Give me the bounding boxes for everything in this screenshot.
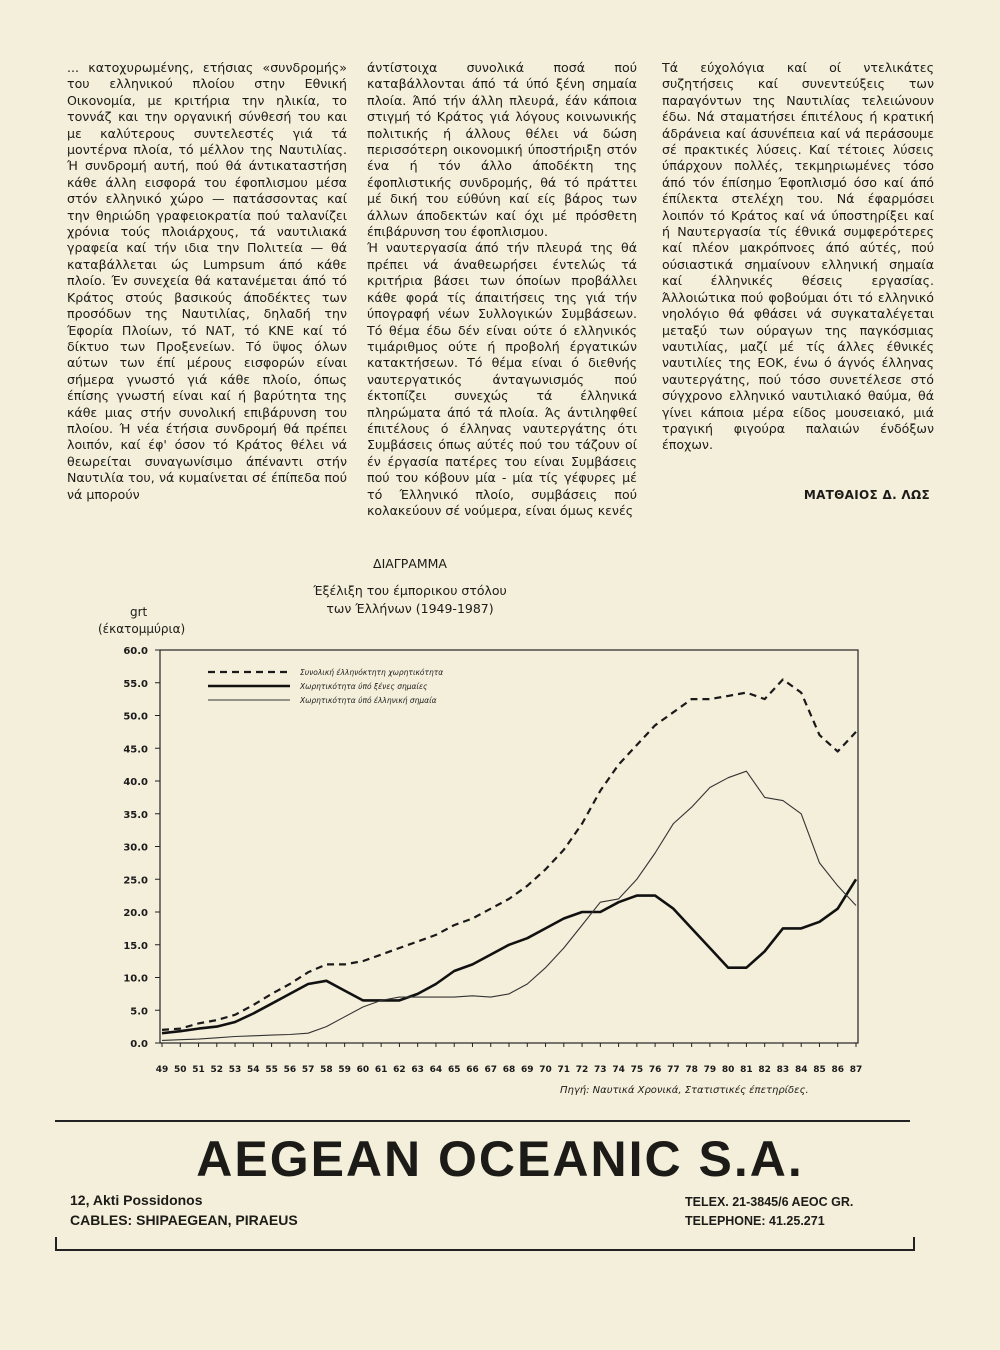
x-tick-label: 73	[594, 1065, 607, 1075]
series-line-2	[162, 879, 856, 1033]
x-tick-label: 80	[721, 1065, 735, 1075]
company-address-block	[70, 1190, 298, 1230]
company-address: 12, Akti Possidonos	[70, 1192, 203, 1208]
x-tick-label: 74	[612, 1065, 625, 1075]
article-paragraph: Ή ναυτεργασία άπό τήν πλευρά της θά πρέπει νά άναθεωρήσει έντελώς τά κριτήρια βάσει των όποίων προβάλλει κάθε φορά τίς άπαιτήσεις της γιά τήν ύπογραφή νέων Συλλογικών Συμβάσεων. Τό θέμα έδω δέν είναι ούτε ό ελληνικός τιμάριθμος ούτε ή προβολή έργατικών κατακτήσεων. Τό θέμα είναι ό διεθνής ναυτεργατικός άνταγωνισμός πού έκτοπίζει συνεχώς τά έλληνικά πληρώματα άπό τά πλοία. Άς άντιληφθεί έπιτέλους ό έλληνας ναυτεργάτης ότι Συμβάσεις όπως αύτές πού του τάζουν οί έν έργασία πατέρες του είναι Συμβάσεις πού του κόβουν μία - μία τίς γέφυρες μέ τό Έλληνικό πλοίο, συμβάσεις πού κολακεύουν σέ νούμερα, είναι όμως κενές	[367, 240, 637, 518]
x-tick-label: 54	[247, 1065, 260, 1075]
x-tick-label: 86	[831, 1065, 845, 1075]
company-telephone: TELEPHONE: 41.25.271	[685, 1214, 825, 1228]
legend-label-3: Χωρητικότητα ύπό έλληνική σημαία	[300, 696, 437, 705]
y-tick-label: 35.0	[123, 809, 148, 821]
x-tick-label: 76	[648, 1065, 662, 1075]
y-tick-label: 30.0	[123, 842, 148, 854]
x-tick-label: 50	[173, 1065, 187, 1075]
x-tick-label: 64	[429, 1065, 443, 1075]
x-tick-label: 69	[520, 1065, 534, 1075]
y-tick-label: 15.0	[123, 940, 148, 952]
y-tick-label: 40.0	[123, 777, 148, 788]
x-tick-label: 71	[557, 1065, 571, 1075]
x-tick-label: 60	[356, 1065, 370, 1075]
x-tick-label: 61	[374, 1065, 388, 1075]
x-tick-label: 70	[539, 1065, 552, 1075]
x-tick-label: 62	[393, 1065, 406, 1075]
x-tick-label: 63	[411, 1065, 424, 1075]
x-tick-label: 65	[447, 1065, 461, 1075]
series-line-3	[162, 771, 856, 1040]
x-tick-label: 84	[794, 1065, 808, 1075]
y-tick-label: 60.0	[123, 646, 148, 657]
y-tick-label: 10.0	[123, 973, 148, 985]
y-tick-label: 45.0	[123, 744, 148, 756]
x-tick-label: 66	[466, 1065, 479, 1075]
legend-label-1: Συνολική έλληνόκτητη χωρητικότητα	[300, 668, 444, 677]
legend-label-2: Χωρητικότητα ύπό ξένες σημαίες	[300, 682, 428, 691]
article-paragraph: ... κατοχυρωμένης, ετήσιας «συνδρομής» του ελληνικού πλοίου στην Εθνική Οικονομία, με κριτήρια την ηλικία, το τοννάζ και την οργανική σύνθεσή του και με καλύτερους συντελεστές γιά τά μοντέρνα πλοία, τό μέλλον της Ναυτιλίας. Ή συνδρομή αυτή, πού θά άντικαταστήση κάθε άλλη εισφορά του έφοπλισμου μέσα στόν ελληνικό χώρο — πατάσσοντας καί την θηριώδη γραφειοκρατία πού ταλανίζει χρόνια τούς πλοιάρχους, τά ναυτιλιακά γραφεία καί τήν ιδια την Πολιτεία — θά καταβάλλεται ώς Lumpsum άπό κάθε πλοίο. Έν συνεχεία θά κατανέμεται άπό τό Κράτος στούς βασικούς άποδέκτες των προσόδων της Ναυτιλίας, δηλαδή την Έφορία Πλοίων, τό ΝΑΤ, τό ΚΝΕ καί τό δίκτυο των Προξενείων. Τό ϋψος όλων αύτων των έπί μέρους εισφορών είναι σήμερα γνωστό γιά κάθε πλοίο, όπως έπίσης γνωστή είναι καί ή βαρύτητα της κάθε μιας στήν συνολική επιβάρυνση του πλοίου. Ή νέα έτήσια συνδρομή θά πρέπει λοιπόν, καί έφ' όσον τό Κράτος θέλει νά θεωρείται συναγωνίσιμο άπέναντι στήν Ναυτιλία του, νά κυμαίνεται σέ έπίπεδα πού νά μπορούν	[67, 60, 347, 502]
x-tick-label: 56	[283, 1065, 297, 1075]
ad-frame	[55, 1237, 915, 1251]
x-tick-label: 87	[849, 1065, 863, 1075]
x-tick-label: 67	[484, 1065, 498, 1075]
article-paragraph: άντίστοιχα συνολικά ποσά πού καταβάλλονται άπό τά ύπό ξένη σημαία πλοία. Άπό τήν άλλη πλευρά, έάν κάποια στιγμή τό Κράτος γιά λόγους κοινωνικής πολιτικής ή άλλους θέλει νά δώση περισσότερη οικονομική ύποστήριξη στόν ένα ή τόν άλλο άποδέκτη της έφοπλιστικής συνδρομής, θά τό πράττει μέ δική του εύθύνη καί είς βάρος των άλλων άποδεκτών καί όχι μέ πρόσθετη έπιβάρυνση του έφοπλισμου.	[367, 60, 637, 240]
y-tick-label: 50.0	[123, 711, 148, 723]
x-tick-label: 77	[667, 1065, 680, 1075]
y-tick-label: 55.0	[123, 678, 148, 690]
company-name: AEGEAN OCEANIC S.A.	[196, 1131, 804, 1187]
article-paragraph: Τά εύχολόγια καί οί ντελικάτες συζητήσεις καί συνεντεύξεις των παραγόντων της Ναυτιλίας τελειώνουν έδω. Νά σταματήσει έπιτέλους ή κρατική άδράνεια καί άσυνέπεια καί νά περάσουμε σέ πρακτικές λύσεις. Καί τέτοιες λύσεις ύπάρχουν πολλές, τεκμηριωμένες τόσο άπό τόν έπίσημο Έφοπλισμό όσο καί άπό έπίλεκτα στελέχη του. Νά έφαρμόσει λοιπόν τό Κράτος καί νά ύποστηρίξει καί ή Ναυτεργασία τίς έθνικά συμφερότερες καί πλέον μακρόπνοες άπό αύτές, πού ούσιαστικά σημαίνουν ελληνική σημαία καί έλληνικές θέσεις εργασίας. Άλλοιώτικα πού φοβούμαι ότι τό ελληνικό νηολόγιο θά φθάσει νά συγκαταλέγεται μεταξύ των ούραγων της παγκόσμιας ναυτιλίας, μαζί μέ τίς άλλες έθνικές ναυτιλίες της ΕΟΚ, ένω ό άγνός έλληνας ναυτεργάτης, πού τόσο συνετέλεσε στό σύγχρονο ελληνικό ναυτιλιακό θαύμα, θά γίνει κάποια μέρα είδος μουσειακό, μιά τραγική φιγούρα παλαιών ένδόξων έποχων.	[662, 60, 934, 453]
ad-top-rule	[55, 1120, 910, 1122]
y-axis-unit: grt	[130, 605, 148, 619]
x-tick-label: 68	[502, 1065, 516, 1075]
chart-heading: ΔΙΑΓΡΑΜΜΑ	[373, 556, 447, 571]
y-tick-label: 25.0	[123, 875, 148, 887]
x-tick-label: 72	[575, 1065, 589, 1075]
x-tick-label: 81	[740, 1065, 753, 1075]
x-tick-label: 82	[758, 1065, 771, 1075]
x-tick-label: 85	[813, 1065, 826, 1075]
author-signature: ΜΑΤΘΑΙΟΣ Δ. ΛΩΣ	[803, 488, 930, 502]
x-tick-label: 59	[338, 1065, 351, 1075]
series-line-1	[162, 680, 856, 1030]
company-telex: TELEX. 21-3845/6 AEOC GR.	[685, 1195, 854, 1209]
chart-title-line-1: Έξέλιξη του έμπορικου στόλου	[313, 583, 507, 598]
y-tick-label: 0.0	[130, 1039, 148, 1050]
y-tick-label: 20.0	[123, 908, 148, 919]
x-tick-label: 49	[155, 1065, 169, 1075]
x-tick-label: 52	[210, 1065, 224, 1075]
y-axis-label: (έκατομμύρια)	[98, 622, 186, 636]
chart-source: Πηγή: Ναυτικά Χρονικά, Στατιστικές έπετηρίδες.	[560, 1085, 809, 1096]
x-tick-label: 55	[265, 1065, 278, 1075]
y-tick-label: 5.0	[130, 1006, 148, 1018]
x-tick-label: 53	[228, 1065, 242, 1075]
x-tick-label: 83	[776, 1065, 790, 1075]
x-tick-label: 58	[320, 1065, 333, 1075]
plot-frame	[160, 650, 858, 1043]
x-tick-label: 75	[630, 1065, 644, 1075]
company-cables: CABLES: SHIPAEGEAN, PIRAEUS	[70, 1212, 298, 1228]
x-tick-label: 57	[301, 1065, 315, 1075]
x-tick-label: 78	[685, 1065, 698, 1075]
company-contact-block	[685, 1193, 853, 1231]
x-tick-label: 79	[703, 1065, 717, 1075]
x-tick-label: 51	[192, 1065, 205, 1075]
chart-title-line-2: των Έλλήνων (1949-1987)	[326, 601, 494, 616]
